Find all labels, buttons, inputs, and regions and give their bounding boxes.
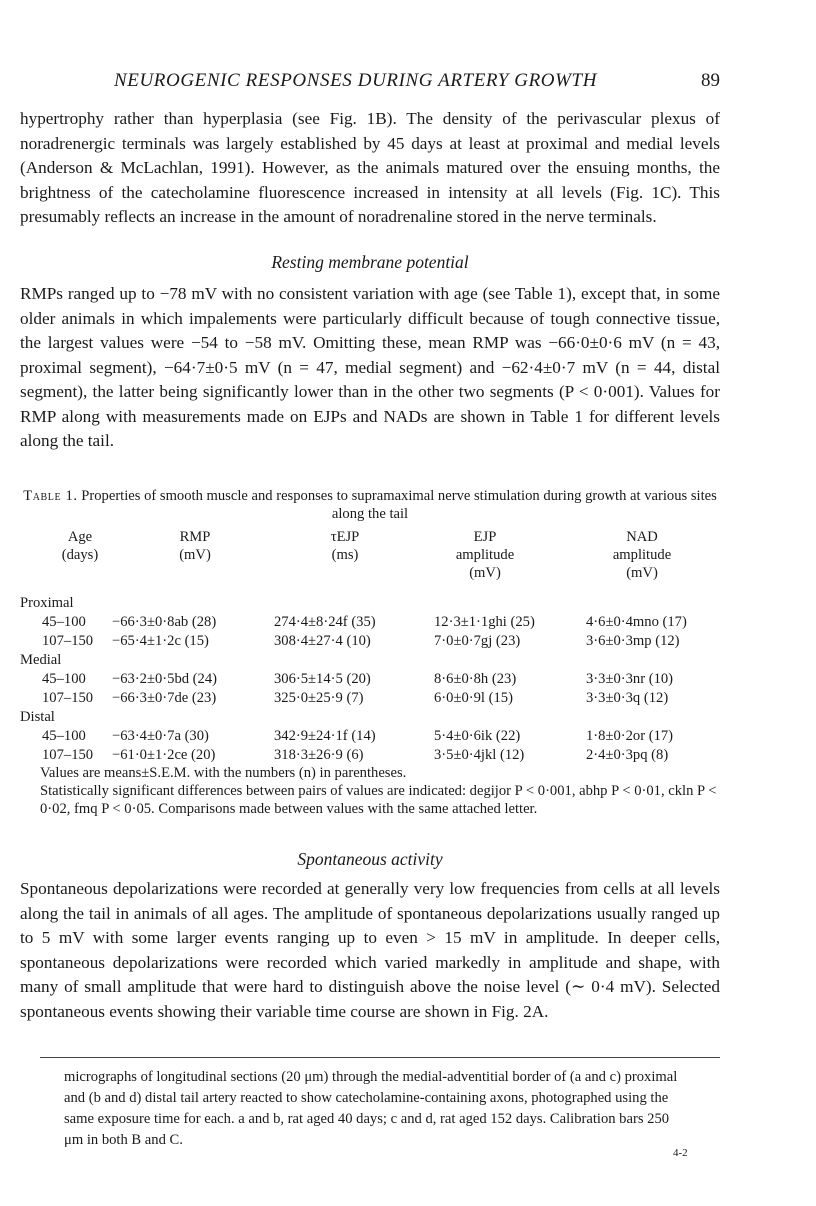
col-header-tau: τEJP (ms) xyxy=(330,529,360,563)
table-1 xyxy=(20,528,720,763)
table-row: 45–100 −63·2±0·5bd (24) 306·5±14·5 (20) 8·6±0·8h (23) 3·3±0·3nr (10) xyxy=(42,671,674,687)
table-caption-text: Properties of smooth muscle and responses to supramaximal nerve stimulation during growth at various sites along the tail xyxy=(81,488,717,522)
paragraph-hypertrophy: hypertrophy rather than hyperplasia (see Fig. 1B). The density of the perivascular plexus of noradrenergic terminals was largely established by 45 days at least at proximal and medial levels (Anderson & McLachlan, 1991). However, as the animals matured over the ensuing months, the brightness of the catecholamine fluorescence increased in intensity at all levels (Fig. 1C). This presumably reflects an increase in the amount of noradrenaline stored in the nerve terminals. xyxy=(20,109,720,226)
table-row: 45–100 −66·3±0·8ab (28) 274·4±8·24f (35) 12·3±1·1ghi (25) 4·6±0·4mno (17) xyxy=(42,614,687,630)
table-row: 45–100 −63·4±0·7a (30) 342·9±24·1f (14) 5·4±0·6ik (22) 1·8±0·2or (17) xyxy=(42,728,674,744)
table-row: 107–150 −61·0±1·2ce (20) 318·3±26·9 (6) 3·5±0·4jkl (12) 2·4±0·3pq (8) xyxy=(42,747,669,763)
group-row-proximal: Proximal xyxy=(20,595,74,611)
figure-legend-continuation: micrographs of longitudinal sections (20 μm) through the medial-adventitial border of (a and c) proximal and (b and d) distal tail artery reacted to show catecholamine-containing axons, photographed using the same exposure time for each. a and b, rat aged 40 days; c and d, rat aged 152 days. Calibration bars 250 μm in both B and C. xyxy=(64,1069,678,1148)
running-header xyxy=(114,70,720,92)
table-label: Table 1. xyxy=(23,488,78,504)
footnote-rule xyxy=(40,1057,720,1058)
col-header-rmp: RMP (mV) xyxy=(179,529,211,563)
paragraph-rmp: RMPs ranged up to −78 mV with no consistent variation with age (see Table 1), except that, in some older animals in which impalements were particularly difficult because of tough connective tissue, the largest values were −54 to −58 mV. Omitting these, mean RMP was −66·0±0·6 mV (n = 43, proximal segment), −64·7±0·5 mV (n = 47, medial segment) and −62·4±0·7 mV (n = 44, distal segment), the latter being significantly lower than in the other two segments (P < 0·001). Values for RMP along with measurements made on EJPs and NADs are shown in Table 1 for different levels along the tail. xyxy=(20,284,720,450)
section-heading-spontaneous-activity: Spontaneous activity xyxy=(297,849,443,869)
table-note-means: Values are means±S.E.M. with the numbers (n) in parentheses. xyxy=(40,765,407,781)
col-header-age: Age (days) xyxy=(61,529,99,563)
table-note-significance: Statistically significant differences between pairs of values are indicated: degijor P < 0·001, abhp P < 0·01, ckln P < 0·02, fmq P < 0·05. Comparisons made between values with the same attached letter. xyxy=(40,783,717,817)
table-row: 107–150 −65·4±1·2c (15) 308·4±27·4 (10) 7·0±0·7gj (23) 3·6±0·3mp (12) xyxy=(42,633,680,649)
table-body xyxy=(20,594,720,765)
page-number: 89 xyxy=(701,70,720,91)
section-heading-resting-membrane-potential: Resting membrane potential xyxy=(271,252,469,272)
paragraph-spontaneous: Spontaneous depolarizations were recorded at generally very low frequencies from cells at all levels along the tail in animals of all ages. The amplitude of spontaneous depolarizations usually ranged up to 5 mV with some larger events ranging up to even > 15 mV in amplitude. In deeper cells, spontaneous depolarizations were recorded which varied markedly in amplitude and shape, with many of small amplitude that were hard to distinguish above the noise level (∼ 0·4 mV). Selected spontaneous events showing their variable time course are shown in Fig. 2A. xyxy=(20,879,720,1021)
group-row-medial: Medial xyxy=(20,652,62,668)
table-row: 107–150 −66·3±0·7de (23) 325·0±25·9 (7) 6·0±0·9l (15) 3·3±0·3q (12) xyxy=(42,690,669,706)
table-header xyxy=(20,528,720,592)
col-header-ejp: EJP amplitude (mV) xyxy=(455,529,515,581)
running-title: NEUROGENIC RESPONSES DURING ARTERY GROWTH xyxy=(114,70,598,91)
table-caption xyxy=(20,487,720,523)
signature-mark: 4-2 xyxy=(673,1147,688,1159)
col-header-nad: NAD amplitude (mV) xyxy=(612,529,672,581)
group-row-distal: Distal xyxy=(20,709,55,725)
